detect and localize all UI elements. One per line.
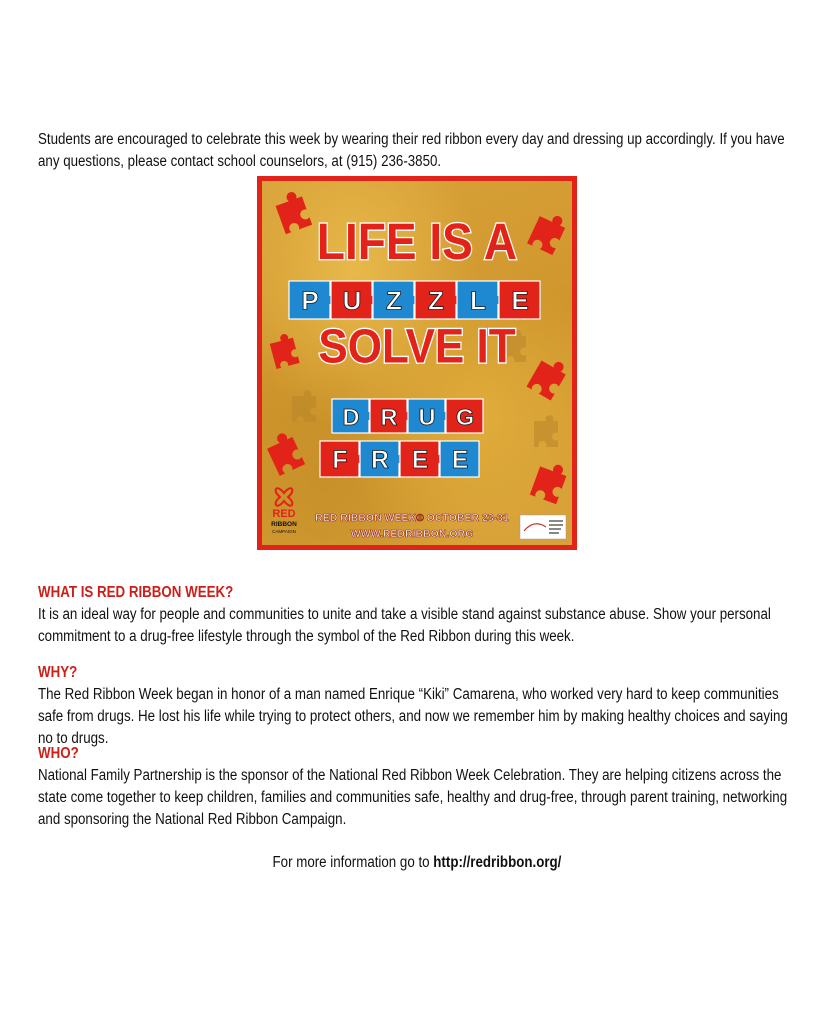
puzzle-tile-letter: G	[455, 403, 475, 430]
poster-artwork	[262, 181, 572, 545]
poster-footer-url: WWW.REDRIBBON.ORG	[350, 528, 474, 540]
poster-headline-line1: LIFE IS A	[316, 214, 518, 271]
section-body: The Red Ribbon Week began in honor of a man named Enrique “Kiki” Camarena, who worked very hard to keep communities safe from drugs. He lost his life while trying to protect others, and now we remember him by making healthy choices and saying no to drugs.	[38, 686, 788, 747]
section-body: National Family Partnership is the sponsor of the National Red Ribbon Week Celebration. They are helping citizens across the state come together to keep children, families and communities safe, healthy and drug-free, through parent training, networking and sponsoring the National Red Ribbon Campaign.	[38, 767, 788, 828]
puzzle-tile-letter: E	[511, 285, 529, 316]
puzzle-tile-letter: R	[380, 403, 398, 430]
intro-paragraph: Students are encouraged to celebrate this week by wearing their red ribbon every day and dressing up accordingly. If you have any questions, please contact school counselors, at (915) 236-3850.	[38, 130, 785, 170]
puzzle-tile-letter: Z	[386, 285, 402, 316]
puzzle-tile-letter: E	[411, 447, 429, 475]
logo-red-text: RED	[272, 508, 296, 520]
sponsor-badge	[520, 515, 566, 539]
section-heading: WHY?	[38, 664, 78, 681]
more-info-prefix: For more information go to	[272, 854, 433, 871]
logo-campaign-text: CAMPAIGN	[272, 529, 296, 534]
puzzle-tile-letter: Z	[428, 285, 444, 316]
red-ribbon-poster	[257, 176, 577, 550]
puzzle-tile-letter: L	[470, 285, 486, 316]
puzzle-tile-letter: P	[301, 285, 319, 316]
red-ribbon-logo	[271, 488, 297, 534]
section-why	[38, 662, 798, 750]
free-word-tiles	[320, 441, 479, 477]
section-body: It is an ideal way for people and communities to unite and take a visible stand against substance abuse. Show your personal commitment to a drug-free lifestyle through the symbol of the Red Ribbon during this week.	[38, 606, 771, 645]
redribbon-link[interactable]: http://redribbon.org/	[432, 854, 561, 871]
section-heading: WHAT IS RED RIBBON WEEK?	[38, 584, 234, 601]
section-what	[38, 582, 798, 648]
poster-footer-dates: RED RIBBON WEEK® OCTOBER 23-31	[315, 512, 509, 524]
puzzle-tile-letter: F	[332, 447, 348, 475]
section-heading: WHO?	[38, 745, 79, 762]
drug-word-tiles	[332, 399, 483, 433]
poster-headline-line3: SOLVE IT	[318, 318, 516, 373]
puzzle-tile-letter: D	[342, 403, 360, 430]
section-who	[38, 743, 798, 831]
puzzle-tile-letter: E	[451, 447, 469, 475]
puzzle-word-tiles	[289, 281, 540, 319]
more-info-line	[0, 852, 833, 874]
puzzle-tile-letter: U	[342, 285, 362, 316]
puzzle-tile-letter: R	[371, 447, 389, 475]
logo-ribbon-text: RIBBON	[271, 521, 297, 528]
puzzle-tile-letter: U	[418, 403, 436, 430]
